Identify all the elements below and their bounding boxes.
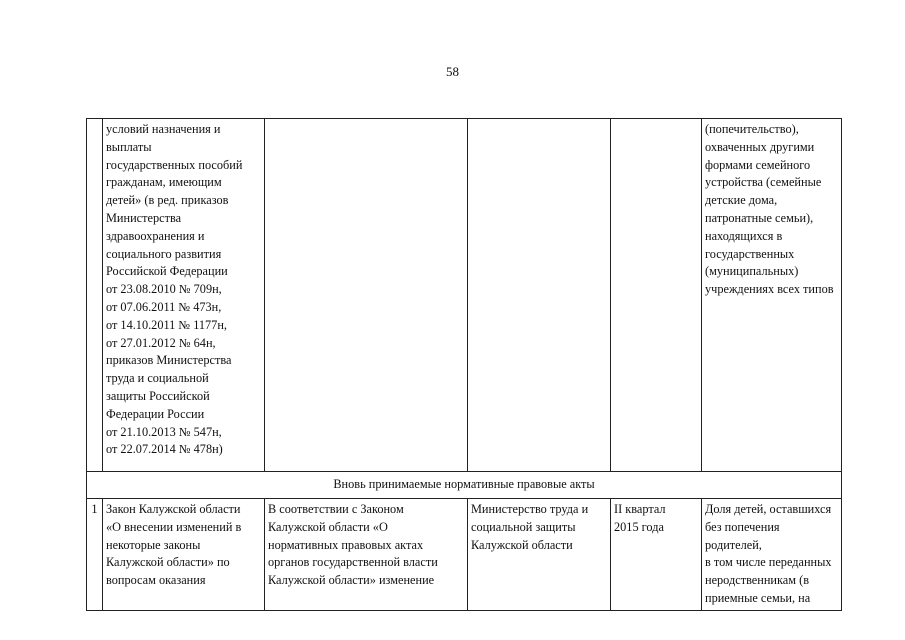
cell-result: Доля детей, оставшихся без попечения родителей, в том числе переданных неродственникам (в приемные семьи, на [702,499,842,611]
cell-deadline [611,119,702,472]
cell-responsible: Министерство труда и социальной защиты Калужской области [468,499,611,611]
section-title: Вновь принимаемые нормативные правовые акты [87,472,842,499]
cell-responsible [468,119,611,472]
cell-number: 1 [87,499,103,611]
section-heading-row [87,472,842,499]
cell-basis: В соответствии с Законом Калужской области «О нормативных правовых актах органов государственной власти Калужской области» изменение [265,499,468,611]
cell-basis [265,119,468,472]
cell-deadline: II квартал 2015 года [611,499,702,611]
table-row [87,499,842,611]
cell-result: (попечительство), охваченных другими формами семейного устройства (семейные детские дома, патронатные семьи), находящихся в государственных (муниципальных) учреждениях всех типов [702,119,842,472]
table-row-continued [87,119,842,472]
page-number: 58 [446,64,459,79]
cell-number [87,119,103,472]
measures-table [86,118,842,611]
cell-act-name: условий назначения и выплаты государственных пособий гражданам, имеющим детей» (в ред. приказов Министерства здравоохранения и социального развития Российской Федерации от 23.08.2010 № 709н, от 07.06.2011 № 473н, от 14.10.2011 № 1177н, от 27.01.2012 № 64н, приказов Министерства труда и социальной защиты Российской Федерации России от 21.10.2013 № 547н, от 22.07.2014 № 478н) [103,119,265,472]
cell-act-name: Закон Калужской области «О внесении изменений в некоторые законы Калужской области» по вопросам оказания [103,499,265,611]
